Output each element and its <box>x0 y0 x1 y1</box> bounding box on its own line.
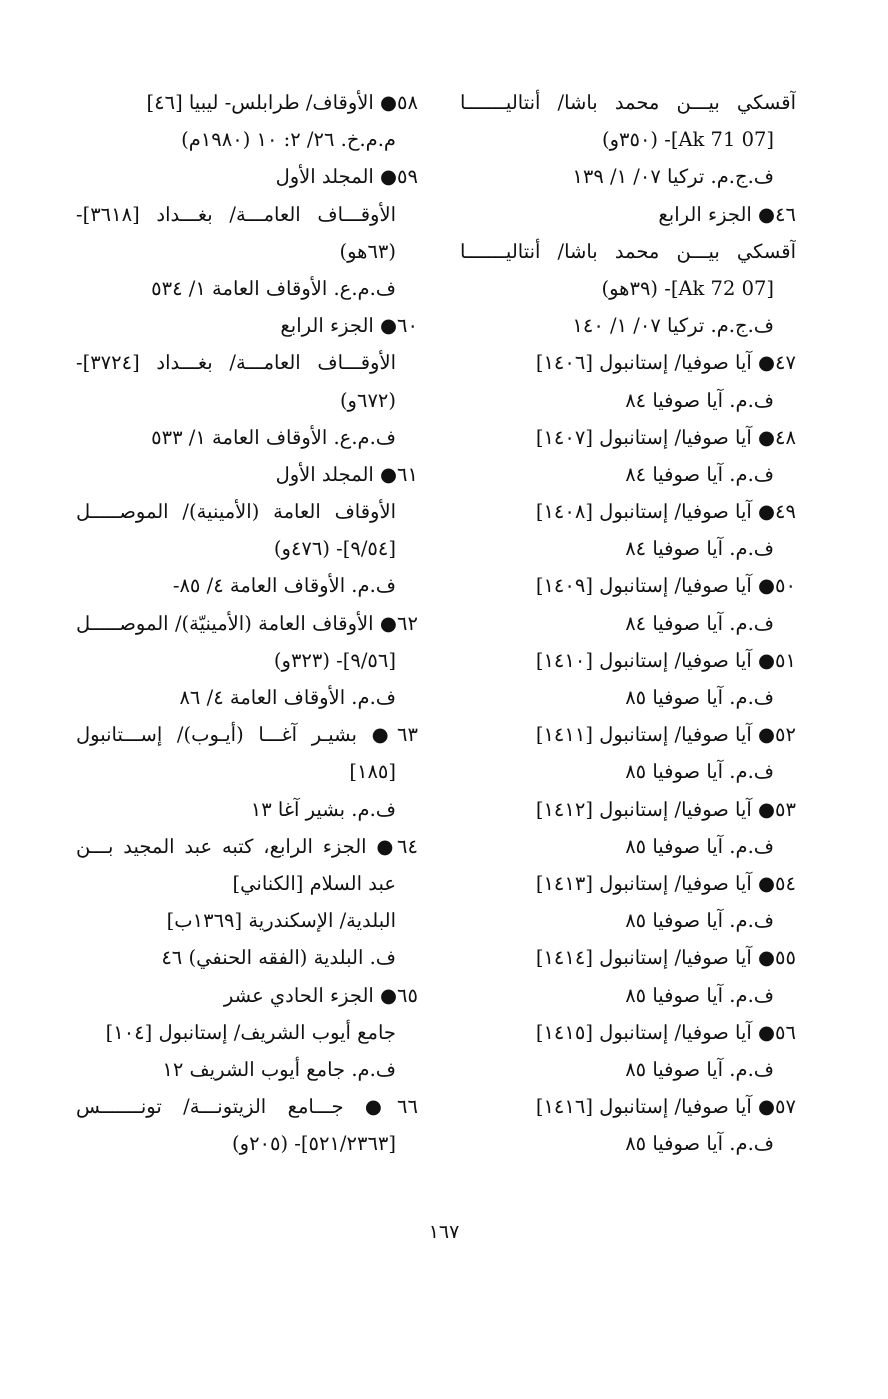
right-column <box>460 84 796 1162</box>
text-line: ٦٥● الجزء الحادي عشر <box>223 983 418 1007</box>
text-line: ف.م. جامع أيوب الشريف ١٢ <box>162 1057 396 1081</box>
text-line: ف.م. آيا صوفيا ٨٤ <box>625 611 774 635</box>
text-line: ف.م. آيا صوفيا ٨٤ <box>625 388 774 412</box>
text-line: [١٨٥] <box>349 760 396 784</box>
text-line: ف.م. آيا صوفيا ٨٥ <box>625 1132 774 1156</box>
text-line: الأوقـــاف العامـــة/ بغـــداد [٣٦١٨]- <box>76 202 396 226</box>
text-line: ف.م. بشير آغا ١٣ <box>250 797 396 821</box>
text-line: ف.م. آيا صوفيا ٨٥ <box>625 834 774 858</box>
text-line: ف.م. آيا صوفيا ٨٥ <box>625 909 774 933</box>
text-line: ف.م. آيا صوفيا ٨٤ <box>625 462 774 486</box>
text-line: ف.م. آيا صوفيا ٨٥ <box>625 983 774 1007</box>
text-line: ف.ج.م. تركيا ٠٧/ ١/ ١٣٩ <box>572 165 774 189</box>
text-line: ٥٩● المجلد الأول <box>275 165 418 189</box>
text-line: آقسكي بيـــن محمد باشا/ أنتاليـــــــا <box>460 91 796 114</box>
text-line: ٤٨● آيا صوفيا/ إستانبول [١٤٠٧] <box>535 425 796 449</box>
text-line: (٦٣ھو) <box>339 239 396 263</box>
text-line: ٦٤● الجزء الرابع، كتبه عبد المجيد بـــن <box>76 834 418 858</box>
text-line: [٥٢١/٢٣٦٣]- (٢٠٥و) <box>232 1132 396 1156</box>
text-line: [٩/٥٦]- (٣٢٣و) <box>273 648 396 672</box>
text-line: ف.م. آيا صوفيا ٨٤ <box>625 537 774 561</box>
text-line: ٥٤● آيا صوفيا/ إستانبول [١٤١٣] <box>535 871 796 895</box>
text-line: [07 Ak 72]- (٣٩ھو) <box>601 276 774 300</box>
text-line: جامع أيوب الشريف/ إستانبول [١٠٤] <box>105 1020 396 1044</box>
left-column <box>76 84 418 1162</box>
text-line: [07 Ak 71]- (٣٥٠و) <box>601 128 774 152</box>
text-line: ٥٨● الأوقاف/ طرابلس- ليبيا [٤٦] <box>146 91 418 114</box>
text-line: ٦٠● الجزء الرابع <box>280 314 418 338</box>
text-line: ٦٦● جـــامع الزيتونـــة/ تونـــــــس <box>76 1095 418 1119</box>
page-number: ١٦٧ <box>428 1221 460 1243</box>
text-line: م.م.خ. ٢٦/ ٢: ١٠ (١٩٨٠م) <box>181 128 396 152</box>
text-line: عبد السلام [الكناني] <box>232 871 396 895</box>
text-line: ٤٦● الجزء الرابع <box>658 202 796 226</box>
text-line: آقسكي بيـــن محمد باشا/ أنتاليـــــــا <box>460 239 796 263</box>
text-line: ٦٢● الأوقاف العامة (الأمينيّة)/ الموصـــــل <box>76 611 418 635</box>
text-line: ف.ج.م. تركيا ٠٧/ ١/ ١٤٠ <box>572 314 774 338</box>
text-line: ف.م.ع. الأوقاف العامة ١/ ٥٣٣ <box>151 425 396 449</box>
text-line: ٥٣● آيا صوفيا/ إستانبول [١٤١٢] <box>535 797 796 821</box>
text-line: ف.م. آيا صوفيا ٨٥ <box>625 686 774 709</box>
text-line: ٦٣● بشيـر آغـــا (أيـوب)/ إســـتانبول <box>76 723 418 747</box>
text-line: ٥٢● آيا صوفيا/ إستانبول [١٤١١] <box>535 723 796 747</box>
text-line: ٥٠● آيا صوفيا/ إستانبول [١٤٠٩] <box>535 574 796 598</box>
text-line: ف.م. الأوقاف العامة ٤/ ٨٥- <box>172 574 396 598</box>
text-line: ف.م. الأوقاف العامة ٤/ ٨٦ <box>179 686 396 709</box>
text-line: ٥٦● آيا صوفيا/ إستانبول [١٤١٥] <box>535 1020 796 1044</box>
text-line: ٥٧● آيا صوفيا/ إستانبول [١٤١٦] <box>535 1095 796 1119</box>
text-line: ف.م. آيا صوفيا ٨٥ <box>625 760 774 784</box>
text-line: البلدية/ الإسكندرية [١٣٦٩ب] <box>166 909 396 933</box>
text-line: ٤٩● آيا صوفيا/ إستانبول [١٤٠٨] <box>535 500 796 524</box>
text-line: الأوقاف العامة (الأمينية)/ الموصـــــل <box>76 500 396 524</box>
text-line: ٦١● المجلد الأول <box>275 462 418 486</box>
text-line: ٥٥● آيا صوفيا/ إستانبول [١٤١٤] <box>535 946 796 970</box>
text-line: [٩/٥٤]- (٤٧٦و) <box>273 537 396 561</box>
text-line: ف.م. آيا صوفيا ٨٥ <box>625 1057 774 1081</box>
text-line: ف. البلدية (الفقه الحنفي) ٤٦ <box>161 946 396 970</box>
text-line: (٦٧٢و) <box>339 388 396 412</box>
text-line: ف.م.ع. الأوقاف العامة ١/ ٥٣٤ <box>151 276 396 300</box>
text-line: الأوقـــاف العامـــة/ بغـــداد [٣٧٢٤]- <box>76 351 396 375</box>
text-line: ٥١● آيا صوفيا/ إستانبول [١٤١٠] <box>535 648 796 672</box>
text-line: ٤٧● آيا صوفيا/ إستانبول [١٤٠٦] <box>535 351 796 375</box>
